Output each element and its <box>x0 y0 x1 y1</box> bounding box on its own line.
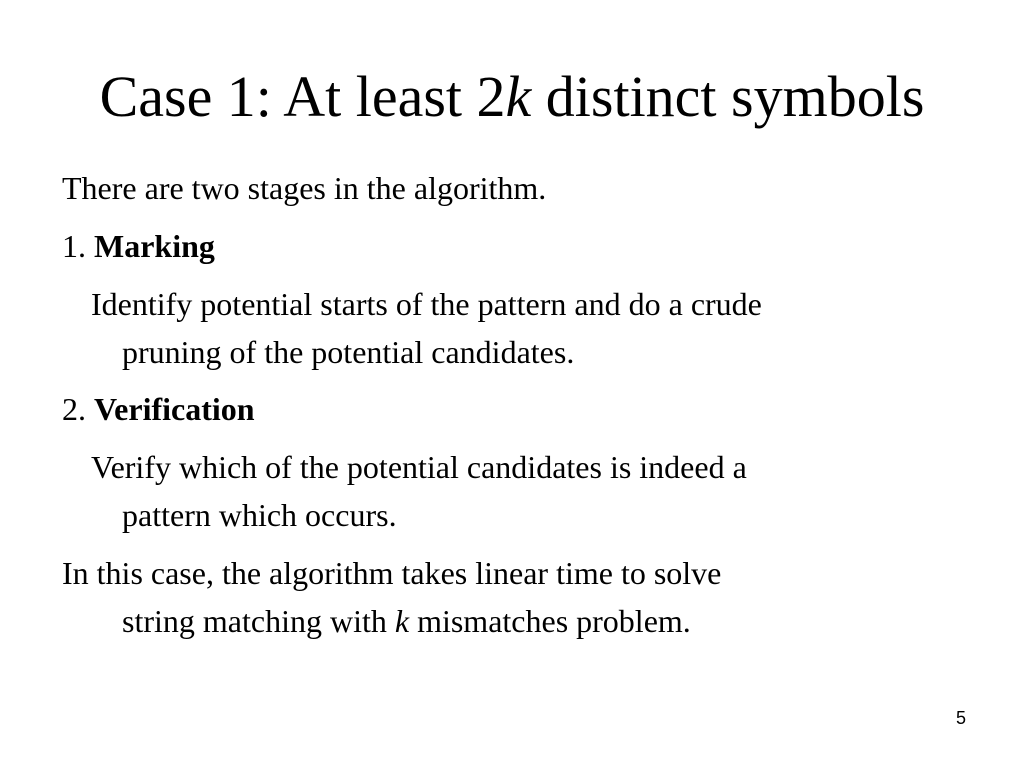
stage-1-desc-1: Identify potential starts of the pattern and do a crude <box>91 286 762 322</box>
stage-1-number: 1. <box>62 228 94 264</box>
stage-2-number: 2. <box>62 391 94 427</box>
conclusion-text-1: In this case, the algorithm takes linear time to solve <box>62 555 722 591</box>
conclusion-italic-k: k <box>394 603 410 639</box>
stage-1-heading <box>62 222 215 270</box>
stage-2-desc-1: Verify which of the potential candidates is indeed a <box>91 449 747 485</box>
stage-2-heading <box>62 385 255 433</box>
title-text-before: Case 1: At least 2 <box>99 64 506 129</box>
stage-2-description-line-2 <box>122 491 397 539</box>
title-italic-k: k <box>505 64 532 129</box>
conclusion-line-2 <box>122 597 691 645</box>
conclusion-text-2-after: mismatches problem. <box>409 603 691 639</box>
stage-1-description-line-1 <box>91 280 762 328</box>
stage-2-desc-2: pattern which occurs. <box>122 497 397 533</box>
stage-1-description-line-2 <box>122 328 574 376</box>
intro-line <box>62 164 546 212</box>
stage-2-description-line-1 <box>91 443 747 491</box>
stage-1-desc-2: pruning of the potential candidates. <box>122 334 575 370</box>
page-number: 5 <box>955 708 966 728</box>
intro-text: There are two stages in the algorithm. <box>62 170 547 206</box>
conclusion-line-1 <box>62 549 721 597</box>
slide-title <box>0 62 1024 132</box>
conclusion-text-2-before: string matching with <box>122 603 395 639</box>
stage-1-name: Marking <box>94 228 215 264</box>
stage-2-name: Verification <box>94 391 255 427</box>
title-text-after: distinct symbols <box>531 64 925 129</box>
